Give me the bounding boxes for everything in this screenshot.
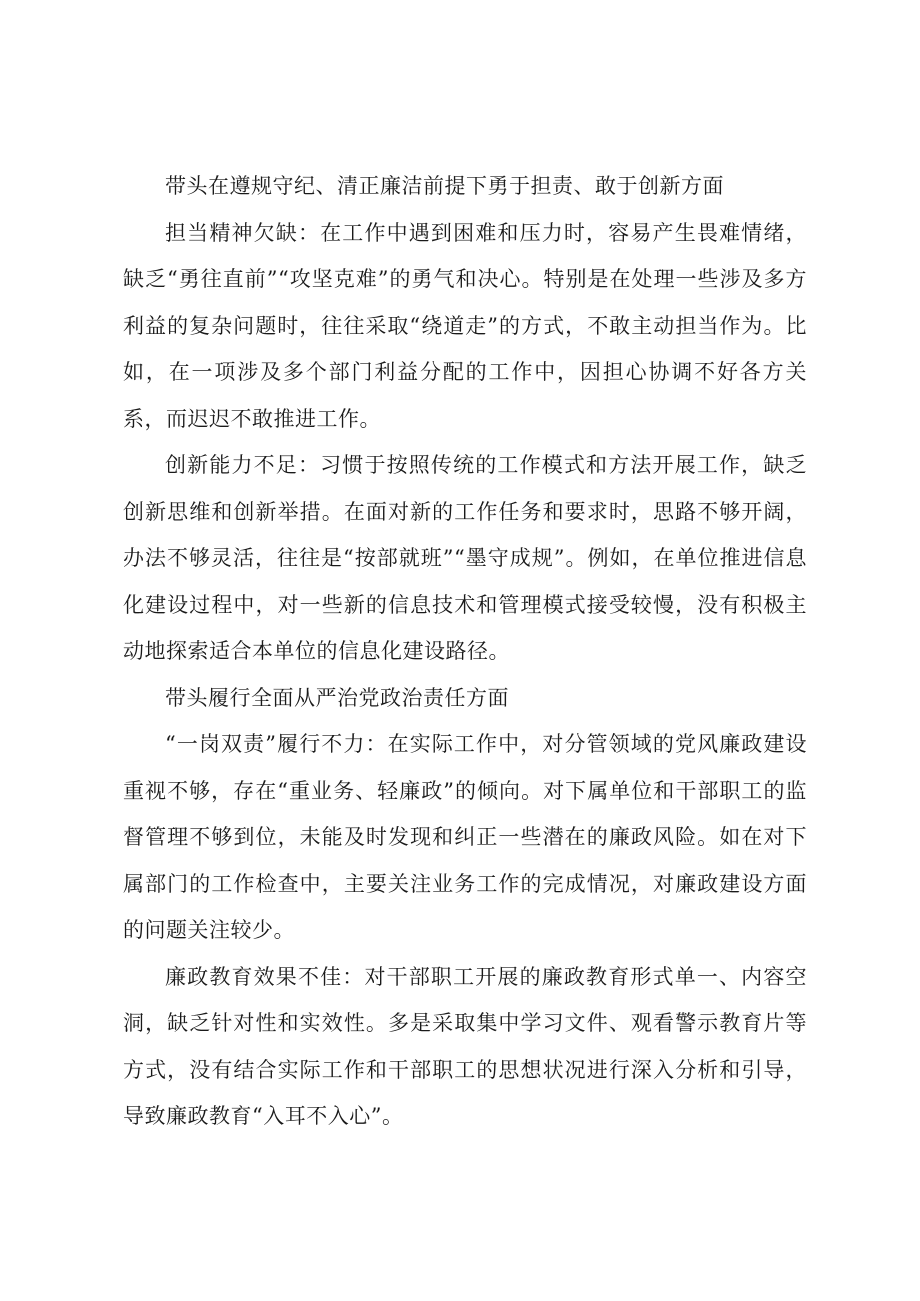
paragraph: 担当精神欠缺：在工作中遇到困难和压力时，容易产生畏难情绪，缺乏“勇往直前”“攻坚克难”的勇气和决心。特别是在处理一些涉及多方利益的复杂问题时，往往采取“绕道走”的方式，不敢主动担当作为。比如，在一项涉及多个部门利益分配的工作中，因担心协调不好各方关系，而迟迟不敢推进工作。 — [123, 220, 807, 431]
section-heading: 带头在遵规守纪、清正廉洁前提下勇于担责、敢于创新方面 — [165, 174, 724, 198]
paragraph: 创新能力不足：习惯于按照传统的工作模式和方法开展工作，缺乏创新思维和创新举措。在面对新的工作任务和要求时，思路不够开阔，办法不够灵活，往往是“按部就班”“墨守成规”。例如，在单位推进信息化建设过程中，对一些新的信息技术和管理模式接受较慢，没有积极主动地探索适合本单位的信息化建设路径。 — [123, 453, 807, 663]
paragraph: “一岗双责”履行不力：在实际工作中，对分管领域的党风廉政建设重视不够，存在“重业务、轻廉政”的倾向。对下属单位和干部职工的监督管理不够到位，未能及时发现和纠正一些潜在的廉政风险。如在对下属部门的工作检查中，主要关注业务工作的完成情况，对廉政建设方面的问题关注较少。 — [123, 732, 807, 942]
paragraph: 廉政教育效果不佳：对干部职工开展的廉政教育形式单一、内容空洞，缺乏针对性和实效性。多是采取集中学习文件、观看警示教育片等方式，没有结合实际工作和干部职工的思想状况进行深入分析和引导，导致廉政教育“入耳不入心”。 — [123, 964, 807, 1128]
document-body — [123, 163, 807, 1140]
section-heading: 带头履行全面从严治党政治责任方面 — [165, 685, 509, 710]
